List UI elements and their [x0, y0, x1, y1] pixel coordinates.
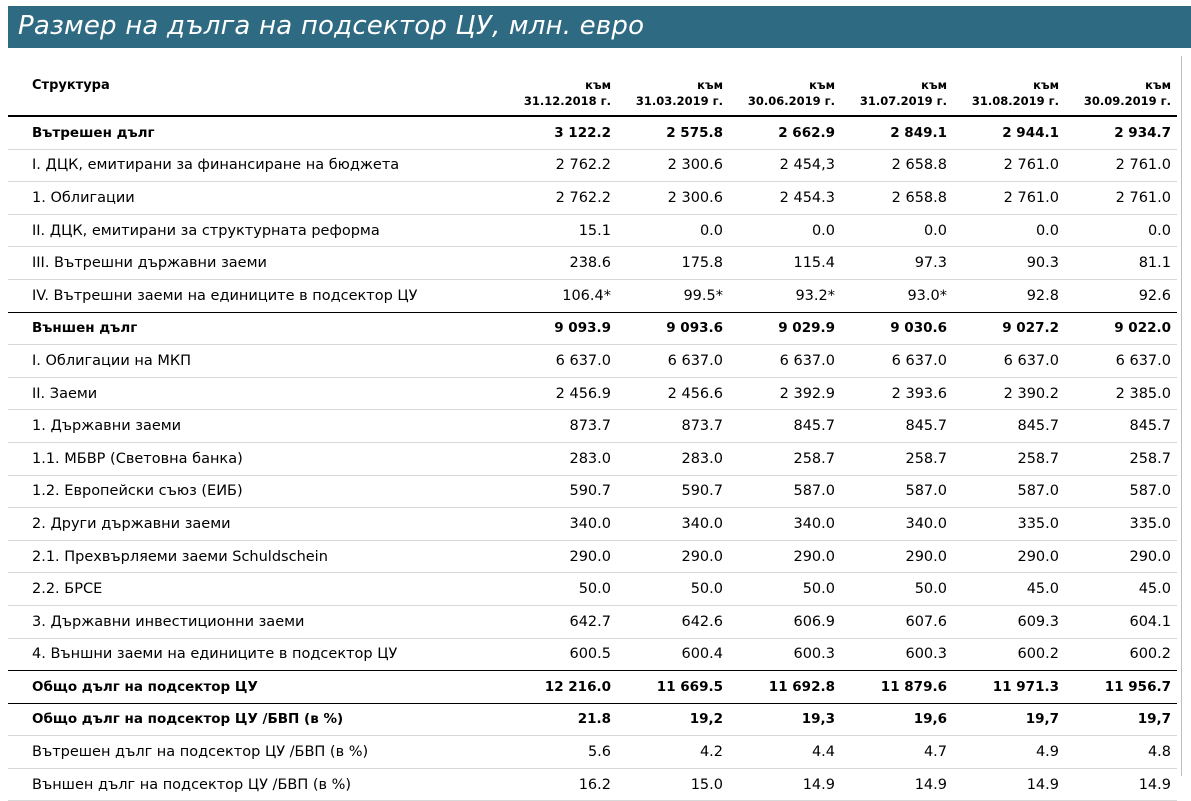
- row-value-col-4: 93.0*: [841, 279, 953, 312]
- row-value-col-4: 11 879.6: [841, 671, 953, 704]
- header-col-5: към 31.08.2019 г.: [953, 56, 1065, 116]
- row-value-col-1: 873.7: [505, 410, 617, 443]
- table-row: [8, 312, 1177, 345]
- row-value-col-5: 14.9: [953, 768, 1065, 801]
- row-label: 1.1. МБВР (Световна банка): [8, 442, 505, 475]
- row-value-col-5: 609.3: [953, 605, 1065, 638]
- debt-table-frame: [8, 56, 1181, 793]
- row-value-col-4: 6 637.0: [841, 345, 953, 378]
- table-row: [8, 247, 1177, 280]
- row-value-col-6: 600.2: [1065, 638, 1177, 671]
- row-value-col-3: 19,3: [729, 703, 841, 736]
- header-col-2: към 31.03.2019 г.: [617, 56, 729, 116]
- row-value-col-6: 19,7: [1065, 703, 1177, 736]
- table-row: [8, 345, 1177, 378]
- table-row: [8, 149, 1177, 182]
- row-value-col-5: 290.0: [953, 540, 1065, 573]
- row-value-col-2: 4.2: [617, 736, 729, 769]
- row-value-col-2: 15.0: [617, 768, 729, 801]
- row-value-col-3: 606.9: [729, 605, 841, 638]
- row-value-col-2: 6 637.0: [617, 345, 729, 378]
- row-value-col-1: 590.7: [505, 475, 617, 508]
- row-value-col-1: 283.0: [505, 442, 617, 475]
- debt-table: [8, 56, 1177, 801]
- row-value-col-6: 2 385.0: [1065, 377, 1177, 410]
- row-label: 1.2. Европейски съюз (ЕИБ): [8, 475, 505, 508]
- row-value-col-5: 600.2: [953, 638, 1065, 671]
- row-value-col-1: 2 762.2: [505, 182, 617, 215]
- row-value-col-5: 6 637.0: [953, 345, 1065, 378]
- row-label: III. Вътрешни държавни заеми: [8, 247, 505, 280]
- row-value-col-6: 2 761.0: [1065, 182, 1177, 215]
- row-value-col-3: 845.7: [729, 410, 841, 443]
- row-value-col-3: 258.7: [729, 442, 841, 475]
- header-col-1: към 31.12.2018 г.: [505, 56, 617, 116]
- row-label: Общо дълг на подсектор ЦУ /БВП (в %): [8, 703, 505, 736]
- row-value-col-5: 335.0: [953, 508, 1065, 541]
- row-value-col-3: 0.0: [729, 214, 841, 247]
- page-title: Размер на дълга на подсектор ЦУ, млн. евро: [18, 11, 645, 41]
- row-value-col-1: 50.0: [505, 573, 617, 606]
- row-value-col-3: 50.0: [729, 573, 841, 606]
- row-value-col-2: 873.7: [617, 410, 729, 443]
- table-row: [8, 475, 1177, 508]
- row-value-col-3: 587.0: [729, 475, 841, 508]
- row-label: IV. Вътрешни заеми на единиците в подсектор ЦУ: [8, 279, 505, 312]
- row-value-col-1: 340.0: [505, 508, 617, 541]
- row-label: Външен дълг: [8, 312, 505, 345]
- row-label: I. ДЦК, емитирани за финансиране на бюджета: [8, 149, 505, 182]
- table-row: [8, 638, 1177, 671]
- row-label: Външен дълг на подсектор ЦУ /БВП (в %): [8, 768, 505, 801]
- table-header-row: [8, 56, 1177, 116]
- row-value-col-4: 19,6: [841, 703, 953, 736]
- row-value-col-1: 238.6: [505, 247, 617, 280]
- table-row: [8, 540, 1177, 573]
- row-value-col-2: 642.6: [617, 605, 729, 638]
- row-value-col-2: 2 300.6: [617, 182, 729, 215]
- row-value-col-5: 2 944.1: [953, 116, 1065, 149]
- row-value-col-4: 2 658.8: [841, 149, 953, 182]
- row-value-col-5: 4.9: [953, 736, 1065, 769]
- row-value-col-5: 9 027.2: [953, 312, 1065, 345]
- row-value-col-5: 845.7: [953, 410, 1065, 443]
- table-row: [8, 442, 1177, 475]
- row-value-col-4: 9 030.6: [841, 312, 953, 345]
- row-value-col-6: 0.0: [1065, 214, 1177, 247]
- row-value-col-2: 19,2: [617, 703, 729, 736]
- row-value-col-3: 6 637.0: [729, 345, 841, 378]
- row-value-col-6: 45.0: [1065, 573, 1177, 606]
- table-row: [8, 377, 1177, 410]
- row-label: I. Облигации на МКП: [8, 345, 505, 378]
- row-value-col-4: 4.7: [841, 736, 953, 769]
- row-value-col-3: 14.9: [729, 768, 841, 801]
- row-label: 2.2. БРСЕ: [8, 573, 505, 606]
- row-value-col-3: 290.0: [729, 540, 841, 573]
- row-value-col-2: 9 093.6: [617, 312, 729, 345]
- row-value-col-2: 600.4: [617, 638, 729, 671]
- row-value-col-2: 11 669.5: [617, 671, 729, 704]
- row-value-col-6: 604.1: [1065, 605, 1177, 638]
- row-value-col-2: 0.0: [617, 214, 729, 247]
- row-value-col-6: 335.0: [1065, 508, 1177, 541]
- table-row: [8, 410, 1177, 443]
- row-value-col-2: 283.0: [617, 442, 729, 475]
- row-label: 3. Държавни инвестиционни заеми: [8, 605, 505, 638]
- row-value-col-3: 115.4: [729, 247, 841, 280]
- row-value-col-1: 15.1: [505, 214, 617, 247]
- table-row: [8, 573, 1177, 606]
- table-row: [8, 736, 1177, 769]
- row-label: Общо дълг на подсектор ЦУ: [8, 671, 505, 704]
- row-value-col-4: 0.0: [841, 214, 953, 247]
- row-value-col-4: 607.6: [841, 605, 953, 638]
- row-label: 2. Други държавни заеми: [8, 508, 505, 541]
- row-value-col-5: 2 390.2: [953, 377, 1065, 410]
- row-value-col-3: 2 454.3: [729, 182, 841, 215]
- row-value-col-1: 106.4*: [505, 279, 617, 312]
- row-value-col-5: 587.0: [953, 475, 1065, 508]
- title-bar: [8, 6, 1191, 48]
- row-value-col-4: 290.0: [841, 540, 953, 573]
- row-value-col-6: 2 934.7: [1065, 116, 1177, 149]
- header-col-3: към 30.06.2019 г.: [729, 56, 841, 116]
- row-value-col-2: 590.7: [617, 475, 729, 508]
- row-value-col-4: 600.3: [841, 638, 953, 671]
- row-value-col-6: 14.9: [1065, 768, 1177, 801]
- row-value-col-3: 2 392.9: [729, 377, 841, 410]
- row-value-col-3: 2 662.9: [729, 116, 841, 149]
- row-value-col-3: 9 029.9: [729, 312, 841, 345]
- row-value-col-3: 2 454,3: [729, 149, 841, 182]
- row-value-col-1: 9 093.9: [505, 312, 617, 345]
- row-value-col-6: 4.8: [1065, 736, 1177, 769]
- table-row: [8, 703, 1177, 736]
- table-row: [8, 671, 1177, 704]
- row-value-col-3: 11 692.8: [729, 671, 841, 704]
- table-right-border: [1181, 56, 1182, 776]
- row-value-col-1: 5.6: [505, 736, 617, 769]
- row-label: 4. Външни заеми на единиците в подсектор ЦУ: [8, 638, 505, 671]
- table-row: [8, 182, 1177, 215]
- row-value-col-3: 600.3: [729, 638, 841, 671]
- row-value-col-1: 6 637.0: [505, 345, 617, 378]
- row-value-col-5: 19,7: [953, 703, 1065, 736]
- table-row: [8, 214, 1177, 247]
- row-value-col-3: 93.2*: [729, 279, 841, 312]
- row-value-col-5: 11 971.3: [953, 671, 1065, 704]
- row-value-col-2: 99.5*: [617, 279, 729, 312]
- row-value-col-3: 4.4: [729, 736, 841, 769]
- row-value-col-5: 92.8: [953, 279, 1065, 312]
- header-col-6: към 30.09.2019 г.: [1065, 56, 1177, 116]
- row-value-col-1: 642.7: [505, 605, 617, 638]
- row-value-col-1: 12 216.0: [505, 671, 617, 704]
- row-label: 1. Държавни заеми: [8, 410, 505, 443]
- row-value-col-4: 258.7: [841, 442, 953, 475]
- row-value-col-6: 81.1: [1065, 247, 1177, 280]
- row-label: 1. Облигации: [8, 182, 505, 215]
- row-value-col-6: 11 956.7: [1065, 671, 1177, 704]
- row-value-col-2: 2 456.6: [617, 377, 729, 410]
- row-value-col-2: 2 575.8: [617, 116, 729, 149]
- row-value-col-1: 2 762.2: [505, 149, 617, 182]
- row-value-col-4: 14.9: [841, 768, 953, 801]
- table-row: [8, 768, 1177, 801]
- row-value-col-2: 340.0: [617, 508, 729, 541]
- row-value-col-5: 90.3: [953, 247, 1065, 280]
- table-row: [8, 279, 1177, 312]
- row-value-col-6: 6 637.0: [1065, 345, 1177, 378]
- row-value-col-4: 340.0: [841, 508, 953, 541]
- row-value-col-6: 92.6: [1065, 279, 1177, 312]
- row-value-col-1: 290.0: [505, 540, 617, 573]
- row-value-col-4: 97.3: [841, 247, 953, 280]
- row-value-col-4: 2 393.6: [841, 377, 953, 410]
- table-body: [8, 116, 1177, 801]
- row-value-col-2: 2 300.6: [617, 149, 729, 182]
- row-value-col-4: 2 658.8: [841, 182, 953, 215]
- row-value-col-3: 340.0: [729, 508, 841, 541]
- row-value-col-2: 290.0: [617, 540, 729, 573]
- row-value-col-4: 2 849.1: [841, 116, 953, 149]
- row-value-col-6: 9 022.0: [1065, 312, 1177, 345]
- row-value-col-5: 0.0: [953, 214, 1065, 247]
- row-value-col-6: 845.7: [1065, 410, 1177, 443]
- row-label: Вътрешен дълг на подсектор ЦУ /БВП (в %): [8, 736, 505, 769]
- row-value-col-6: 2 761.0: [1065, 149, 1177, 182]
- row-value-col-5: 258.7: [953, 442, 1065, 475]
- header-structure: Структура: [8, 56, 505, 116]
- row-value-col-1: 16.2: [505, 768, 617, 801]
- row-value-col-5: 2 761.0: [953, 182, 1065, 215]
- row-value-col-1: 3 122.2: [505, 116, 617, 149]
- row-value-col-1: 600.5: [505, 638, 617, 671]
- row-label: 2.1. Прехвърляеми заеми Schuldschein: [8, 540, 505, 573]
- row-value-col-4: 845.7: [841, 410, 953, 443]
- row-value-col-1: 21.8: [505, 703, 617, 736]
- row-value-col-6: 587.0: [1065, 475, 1177, 508]
- row-value-col-6: 290.0: [1065, 540, 1177, 573]
- header-col-4: към 31.07.2019 г.: [841, 56, 953, 116]
- row-value-col-2: 175.8: [617, 247, 729, 280]
- table-row: [8, 116, 1177, 149]
- row-value-col-5: 45.0: [953, 573, 1065, 606]
- table-row: [8, 605, 1177, 638]
- row-label: II. ДЦК, емитирани за структурната реформа: [8, 214, 505, 247]
- row-value-col-2: 50.0: [617, 573, 729, 606]
- row-value-col-5: 2 761.0: [953, 149, 1065, 182]
- row-value-col-6: 258.7: [1065, 442, 1177, 475]
- row-value-col-4: 50.0: [841, 573, 953, 606]
- row-value-col-1: 2 456.9: [505, 377, 617, 410]
- table-row: [8, 508, 1177, 541]
- row-label: Вътрешен дълг: [8, 116, 505, 149]
- row-label: II. Заеми: [8, 377, 505, 410]
- row-value-col-4: 587.0: [841, 475, 953, 508]
